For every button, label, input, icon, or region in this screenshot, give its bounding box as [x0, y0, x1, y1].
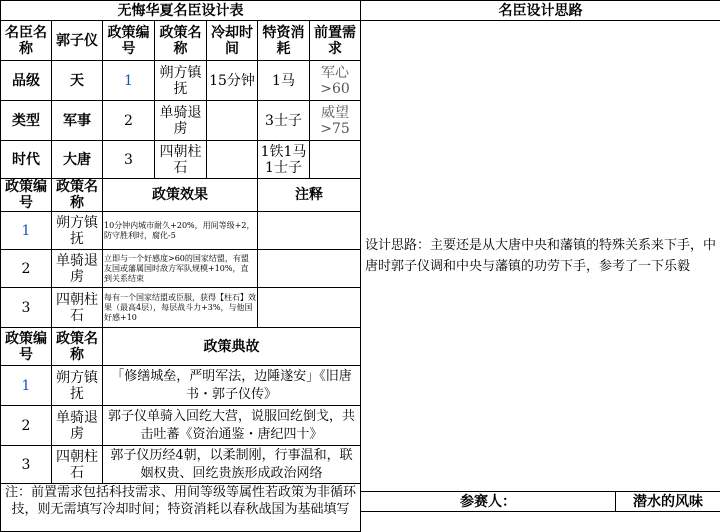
participant-name: 潜水的风味: [616, 492, 720, 512]
design-thought: 设计思路：主要还是从大唐中央和藩镇的特殊关系来下手，中唐时郭子仪调和中央与藩镇的功劳下手，参考了一下乐毅: [361, 21, 720, 492]
table-row: [1, 406, 361, 446]
policy-no-cell: 2: [1, 406, 52, 446]
design-thought-table: [360, 0, 720, 512]
left-title: 无悔华夏名臣设计表: [1, 1, 361, 21]
cooldown-cell: 15分钟: [207, 61, 258, 101]
table-row: [1, 141, 361, 179]
header-cell: 政策编号: [1, 179, 52, 212]
note-cell: [258, 250, 361, 288]
policy-name-cell: 单骑退虏: [52, 250, 103, 288]
story-cell: 郭子仪单骑入回纥大营，说服回纥倒戈，共击吐蕃《资治通鉴・唐纪四十》: [103, 406, 361, 446]
header-cell: 郭子仪: [52, 21, 103, 61]
story-cell: 郭子仪历经4朝，以柔制刚，行事温和，联姻权贵、回纥贵族形成政治网络: [103, 446, 361, 484]
policy-name-cell: 单骑退虏: [155, 101, 207, 141]
note-cell: [258, 212, 361, 250]
policy-no-cell: 1: [103, 61, 155, 101]
footnote: 注：前置需求包括科技需求、用间等级等属性若政策为非循环技，则无需填写冷却时间；特资消耗以春秋战国为基础填写: [1, 484, 361, 532]
attr-cell: 品级: [1, 61, 52, 101]
table-row: [1, 61, 361, 101]
policy-no-cell: 3: [1, 288, 52, 328]
req-cell: 军心>60: [310, 61, 361, 101]
cooldown-cell: [207, 101, 258, 141]
table-row: [1, 366, 361, 406]
req-cell: [310, 141, 361, 179]
value-cell: 军事: [52, 101, 103, 141]
policy-no-cell: 2: [1, 250, 52, 288]
req-cell: 威望>75: [310, 101, 361, 141]
header-cell: 政策效果: [103, 179, 258, 212]
value-cell: 天: [52, 61, 103, 101]
policy-name-cell: 四朝柱石: [52, 288, 103, 328]
table-row: [1, 212, 361, 250]
table-row: [1, 101, 361, 141]
policy-no-cell: 1: [1, 212, 52, 250]
cooldown-cell: [207, 141, 258, 179]
header-cell: 名臣名称: [1, 21, 52, 61]
cost-cell: 3士子: [258, 101, 310, 141]
effect-cell: 每有一个国家结盟或臣服，获得【柱石】效果（最高4层），每层战斗力+3%，与他国好感+10: [103, 288, 258, 328]
header-cell: 政策名称: [52, 179, 103, 212]
policy-name-cell: 四朝柱石: [155, 141, 207, 179]
note-cell: [258, 288, 361, 328]
header-cell: 政策编号: [103, 21, 155, 61]
header-cell: 特资消耗: [258, 21, 310, 61]
header-cell: 政策典故: [103, 328, 361, 366]
policy-name-cell: 单骑退虏: [52, 406, 103, 446]
effect-cell: 10分钟内城市耐久+20%，用间等级+2，防守胜利时，腐化-5: [103, 212, 258, 250]
effect-cell: 立即与一个好感度>60的国家结盟，有盟友国或藩属国时敌方军队规模+10%，直到关系结束: [103, 250, 258, 288]
attr-cell: 时代: [1, 141, 52, 179]
policy-name-cell: 朔方镇抚: [52, 212, 103, 250]
cost-cell: 1马: [258, 61, 310, 101]
policy-no-cell: 3: [1, 446, 52, 484]
header-cell: 注释: [258, 179, 361, 212]
table-row: [1, 446, 361, 484]
table-row: [1, 288, 361, 328]
policy-name-cell: 四朝柱石: [52, 446, 103, 484]
header-cell: 政策名称: [52, 328, 103, 366]
value-cell: 大唐: [52, 141, 103, 179]
cost-cell: 1铁1马1士子: [258, 141, 310, 179]
policy-name-cell: 朔方镇抚: [52, 366, 103, 406]
header-cell: 前置需求: [310, 21, 361, 61]
header-cell: 政策名称: [155, 21, 207, 61]
right-title: 名臣设计思路: [361, 1, 720, 21]
policy-name-cell: 朔方镇抚: [155, 61, 207, 101]
policy-no-cell: 1: [1, 366, 52, 406]
header-cell: 政策编号: [1, 328, 52, 366]
header-cell: 冷却时间: [207, 21, 258, 61]
table-row: [1, 250, 361, 288]
policy-no-cell: 2: [103, 101, 155, 141]
attr-cell: 类型: [1, 101, 52, 141]
story-cell: 「修缮城垒，严明军法，边陲遂安」《旧唐书・郭子仪传》: [103, 366, 361, 406]
policy-no-cell: 3: [103, 141, 155, 179]
participant-label: 参赛人：: [361, 492, 616, 512]
